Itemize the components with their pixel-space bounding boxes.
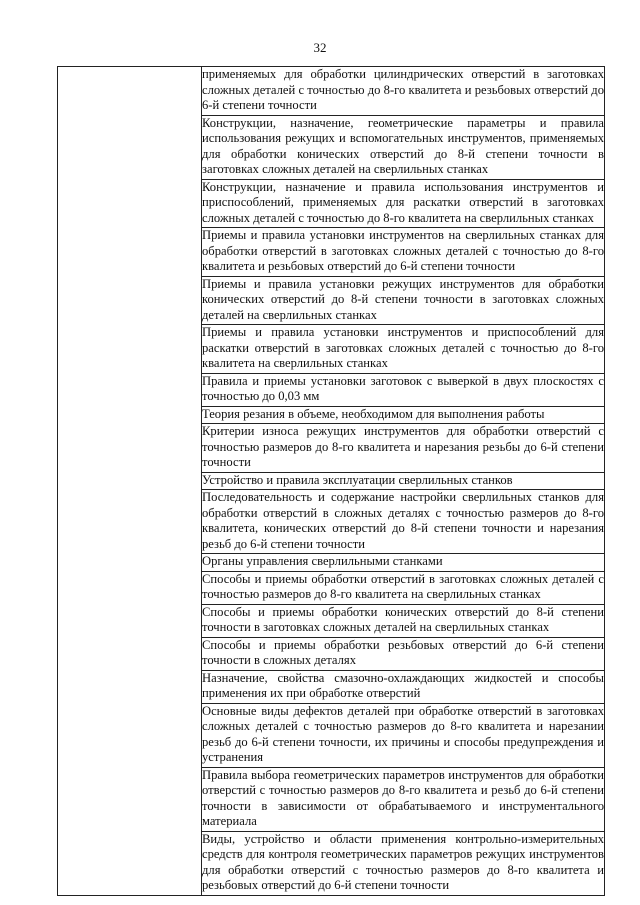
list-item: Конструкции, назначение и правила использования инструментов и приспособлений, применяемых для раскатки отверстий в заготовках сложных деталей с точностью до 8-го квалитета на сверлильных станках bbox=[202, 180, 604, 229]
list-item: Правила и приемы установки заготовок с выверкой в двух плоскостях с точностью до 0,03 мм bbox=[202, 374, 604, 407]
list-item: Критерии износа режущих инструментов для обработки отверстий с точностью размеров до 8-го квалитета и нарезания резьбы до 6-й степени точности bbox=[202, 424, 604, 473]
list-item: Назначение, свойства смазочно-охлаждающих жидкостей и способы применения их при обработке отверстий bbox=[202, 671, 604, 704]
right-column-cell bbox=[202, 67, 605, 896]
list-item: Основные виды дефектов деталей при обработке отверстий в заготовках сложных деталей с точностью размеров до 8-го квалитета и нарезании резьб до 6-й степени точности, их причины и способы предупреждения и устранения bbox=[202, 704, 604, 768]
page-number: 32 bbox=[313, 40, 327, 55]
list-item: Устройство и правила эксплуатации сверлильных станков bbox=[202, 473, 604, 491]
list-item: Приемы и правила установки инструментов и приспособлений для раскатки отверстий в заготовках сложных деталей с точностью до 8-го квалитета на сверлильных станках bbox=[202, 325, 604, 374]
list-item: Способы и приемы обработки конических отверстий до 8-й степени точности в заготовках сложных деталей на сверлильных станках bbox=[202, 605, 604, 638]
list-item: Виды, устройство и области применения контрольно-измерительных средств для контроля геометрических параметров режущих инструментов для обработки отверстий с точностью размеров до 8-го квалитета и резьбовых отверстий до 6-й степени точности bbox=[202, 831, 604, 892]
list-item: Органы управления сверлильными станками bbox=[202, 554, 604, 572]
list-item: Приемы и правила установки режущих инструментов для обработки конических отверстий до 8-й степени точности в заготовках сложных деталей на сверлильных станках bbox=[202, 277, 604, 326]
list-item: Правила выбора геометрических параметров инструментов для обработки отверстий с точностью размеров до 8-го квалитета и резьб до 6-й степени точности в зависимости от обрабатываемого и инструментального материала bbox=[202, 768, 604, 832]
requirements-table bbox=[57, 66, 605, 896]
table-row bbox=[58, 67, 605, 896]
list-item: применяемых для обработки цилиндрических отверстий в заготовках сложных деталей с точностью до 8-го квалитета и резьбовых отверстий до 6-й степени точности bbox=[202, 67, 604, 116]
list-item: Способы и приемы обработки отверстий в заготовках сложных деталей с точностью размеров до 8-го квалитета на сверлильных станках bbox=[202, 572, 604, 605]
list-item: Приемы и правила установки инструментов на сверлильных станках для обработки отверстий в заготовках сложных деталей с точностью до 8-го квалитета и резьбовых отверстий до 6-й степени точности bbox=[202, 228, 604, 277]
list-item: Теория резания в объеме, необходимом для выполнения работы bbox=[202, 407, 604, 425]
list-item: Конструкции, назначение, геометрические параметры и правила использования режущих и вспомогательных инструментов, применяемых для обработки конических отверстий до 8-й степени точности в заготовках сложных деталей на сверлильных станках bbox=[202, 116, 604, 180]
list-item: Способы и приемы обработки резьбовых отверстий до 6-й степени точности в сложных деталях bbox=[202, 638, 604, 671]
list-item: Последовательность и содержание настройки сверлильных станков для обработки отверстий в сложных деталях с точностью размеров до 8-го квалитета, конических отверстий до 8-й степени точности и нарезания резьб до 6-й степени точности bbox=[202, 490, 604, 554]
left-column-cell bbox=[58, 67, 202, 896]
